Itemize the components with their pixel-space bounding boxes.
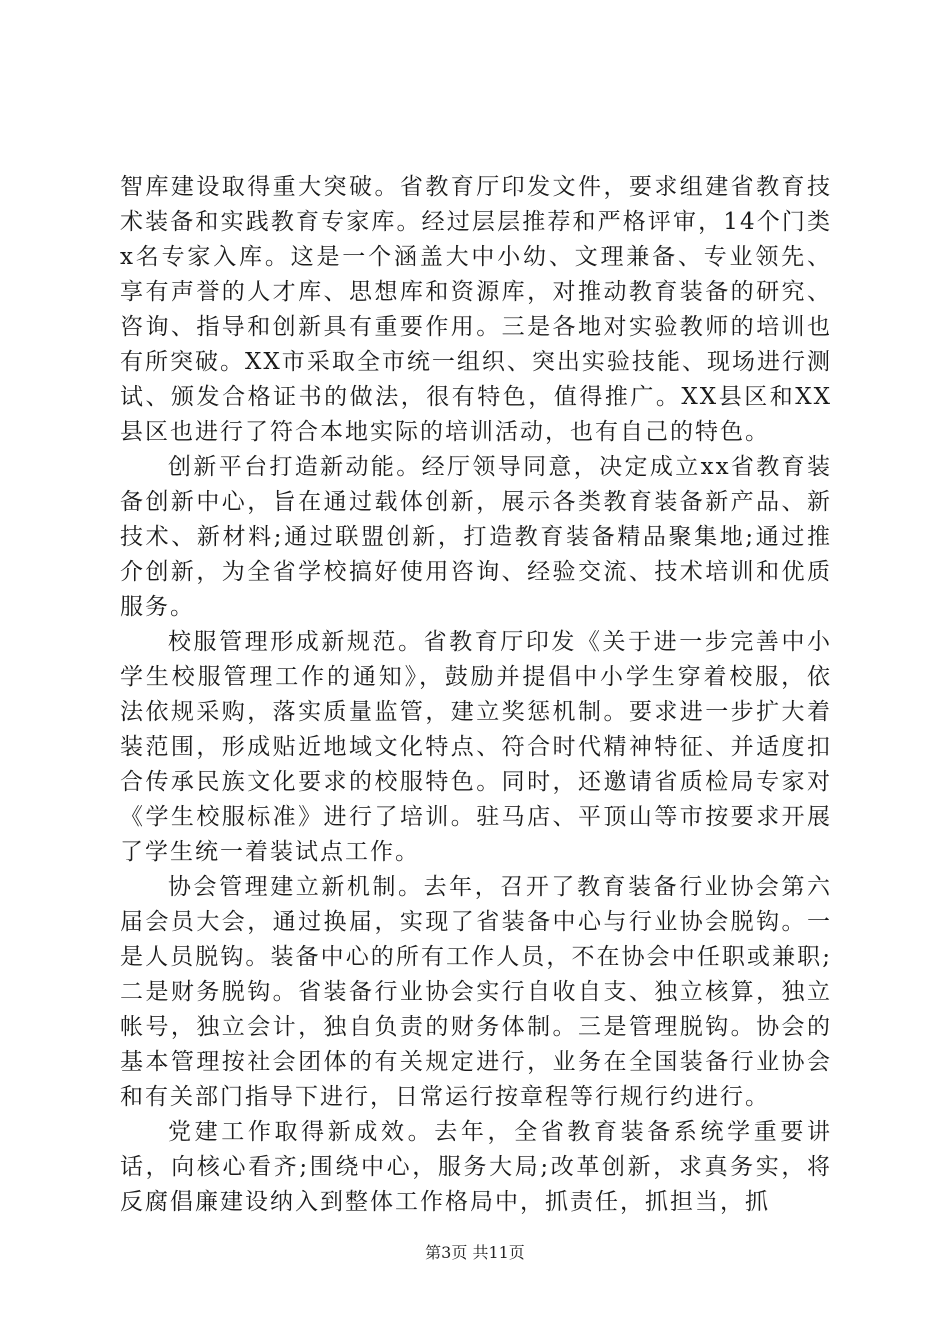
page-number-footer: 第3页 共11页 <box>425 1243 525 1262</box>
paragraph-4: 协会管理建立新机制。去年，召开了教育装备行业协会第六届会员大会，通过换届，实现了省装备中心与行业协会脱钩。一是人员脱钩。装备中心的所有工作人员，不在协会中任职或兼职;二是财务脱钩。省装备行业协会实行自收自支、独立核算，独立帐号，独立会计，独自负责的财务体制。三是管理脱钩。协会的基本管理按社会团体的有关规定进行，业务在全国装备行业协会和有关部门指导下进行，日常运行按章程等行规行约进行。 <box>120 874 832 1110</box>
paragraph-3: 校服管理形成新规范。省教育厅印发《关于进一步完善中小学生校服管理工作的通知》，鼓励并提倡中小学生穿着校服，依法依规采购，落实质量监管，建立奖惩机制。要求进一步扩大着装范围，形成贴近地域文化特点、符合时代精神特征、并适度扣合传承民族文化要求的校服特色。同时，还邀请省质检局专家对《学生校服标准》进行了培训。驻马店、平顶山等市按要求开展了学生统一着装试点工作。 <box>120 629 832 865</box>
paragraph-2: 创新平台打造新动能。经厅领导同意，决定成立xx省教育装备创新中心，旨在通过载体创新，展示各类教育装备新产品、新技术、新材料;通过联盟创新，打造教育装备精品聚集地;通过推介创新，为全省学校搞好使用咨询、经验交流、技术培训和优质服务。 <box>120 454 832 620</box>
paragraph-1: 智库建设取得重大突破。省教育厅印发文件，要求组建省教育技术装备和实践教育专家库。经过层层推荐和严格评审，14个门类x名专家入库。这是一个涵盖大中小幼、文理兼备、专业领先、享有声誉的人才库、思想库和资源库，对推动教育装备的研究、咨询、指导和创新具有重要作用。三是各地对实验教师的培训也有所突破。XX市采取全市统一组织、突出实验技能、现场进行测试、颁发合格证书的做法，很有特色，值得推广。XX县区和XX县区也进行了符合本地实际的培训活动，也有自己的特色。 <box>120 174 832 445</box>
paragraph-5: 党建工作取得新成效。去年，全省教育装备系统学重要讲话，向核心看齐;围绕中心，服务大局;改革创新，求真务实，将反腐倡廉建设纳入到整体工作格局中，抓责任，抓担当，抓 <box>120 1119 832 1215</box>
document-body <box>120 170 832 1220</box>
